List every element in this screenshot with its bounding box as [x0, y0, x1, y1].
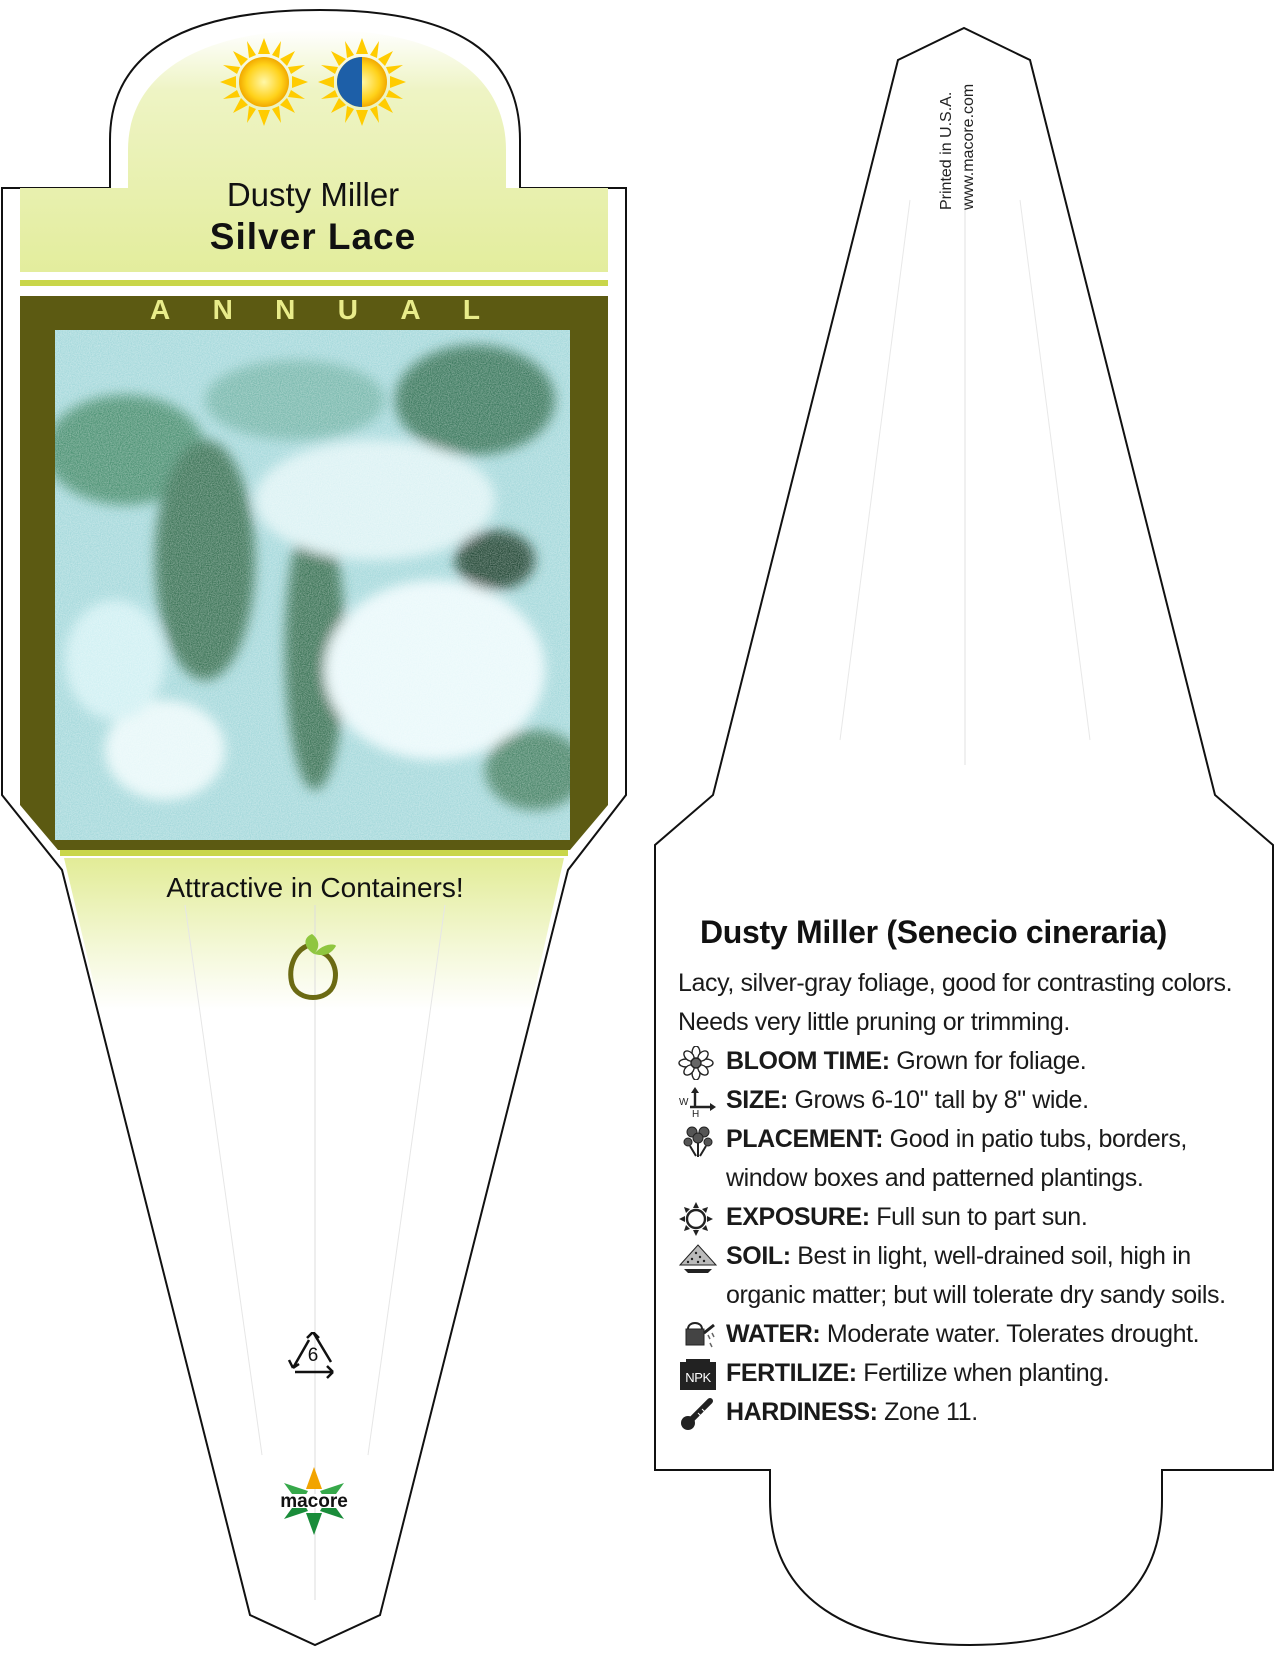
back-title: Dusty Miller (Senecio cineraria): [700, 914, 1168, 950]
attr-text: Grows 6-10" tall by 8" wide.: [794, 1086, 1089, 1114]
tagline: Attractive in Containers!: [166, 872, 464, 903]
category-letter: L: [462, 294, 480, 325]
printer-info: [938, 50, 982, 210]
website-text: www.macore.com: [960, 83, 977, 210]
sun-outline-icon: [678, 1202, 718, 1236]
thermometer-icon: [678, 1397, 718, 1431]
category-letter: A: [400, 294, 421, 325]
category-letter: U: [337, 294, 358, 325]
attribute-row: [678, 1393, 1253, 1432]
npk-label: NPK: [685, 1370, 711, 1385]
brand-name: macore: [280, 1491, 348, 1512]
svg-text:H: H: [692, 1109, 699, 1119]
description: Lacy, silver-gray foliage, good for contrasting colors. Needs very little pruning or trimming.: [678, 969, 1233, 1036]
category-label: [150, 294, 480, 326]
sprout-icon: [284, 932, 342, 1004]
attribute-row: [678, 1042, 1253, 1081]
attribute-row: [678, 1081, 1253, 1120]
svg-text:W: W: [679, 1097, 689, 1108]
variety-name: Silver Lace: [209, 216, 417, 257]
recycle-number: 6: [307, 1345, 319, 1366]
attr-text: Best in light, well-drained soil, high in organic matter; but will tolerate dry sandy soils.: [726, 1242, 1226, 1309]
category-letter: N: [212, 294, 233, 325]
attr-label: EXPOSURE:: [726, 1203, 877, 1231]
attr-label: SOIL:: [726, 1242, 798, 1270]
lime-rule-2: [60, 850, 568, 856]
soil-trowel-icon: [678, 1241, 718, 1275]
part-sun-icon: [318, 38, 406, 126]
attribute-row: [678, 1315, 1253, 1354]
lime-rule: [20, 280, 608, 286]
attr-label: SIZE:: [726, 1086, 795, 1114]
attr-text: Good in patio tubs, borders, window boxes and patterned plantings.: [726, 1125, 1187, 1192]
attr-label: FERTILIZE:: [726, 1359, 864, 1387]
plants-icon: [678, 1124, 718, 1158]
attr-text: Moderate water. Tolerates drought.: [826, 1320, 1200, 1348]
attr-text: Fertilize when planting.: [863, 1359, 1110, 1387]
attribute-row: [678, 1237, 1253, 1315]
attribute-row: [678, 1198, 1253, 1237]
attr-label: HARDINESS:: [726, 1398, 885, 1426]
category-letter: A: [150, 294, 171, 325]
size-arrows-icon: [678, 1085, 718, 1119]
attr-label: BLOOM TIME:: [726, 1047, 897, 1075]
common-name: Dusty Miller: [226, 176, 400, 213]
category-letter: N: [275, 294, 296, 325]
npk-icon: [678, 1358, 718, 1392]
attr-label: PLACEMENT:: [726, 1125, 890, 1153]
flower-icon: [678, 1046, 718, 1080]
attr-text: Grown for foliage.: [896, 1047, 1087, 1075]
care-info: [678, 964, 1253, 1432]
watering-can-icon: [678, 1319, 718, 1353]
attribute-row: [678, 1354, 1253, 1393]
attr-text: Zone 11.: [884, 1398, 978, 1426]
plant-photo: [55, 330, 570, 840]
printed-in-text: Printed in U.S.A.: [938, 91, 955, 210]
full-sun-icon: [220, 38, 308, 126]
attribute-row: [678, 1120, 1253, 1198]
attr-label: WATER:: [726, 1320, 827, 1348]
attr-text: Full sun to part sun.: [876, 1203, 1088, 1231]
